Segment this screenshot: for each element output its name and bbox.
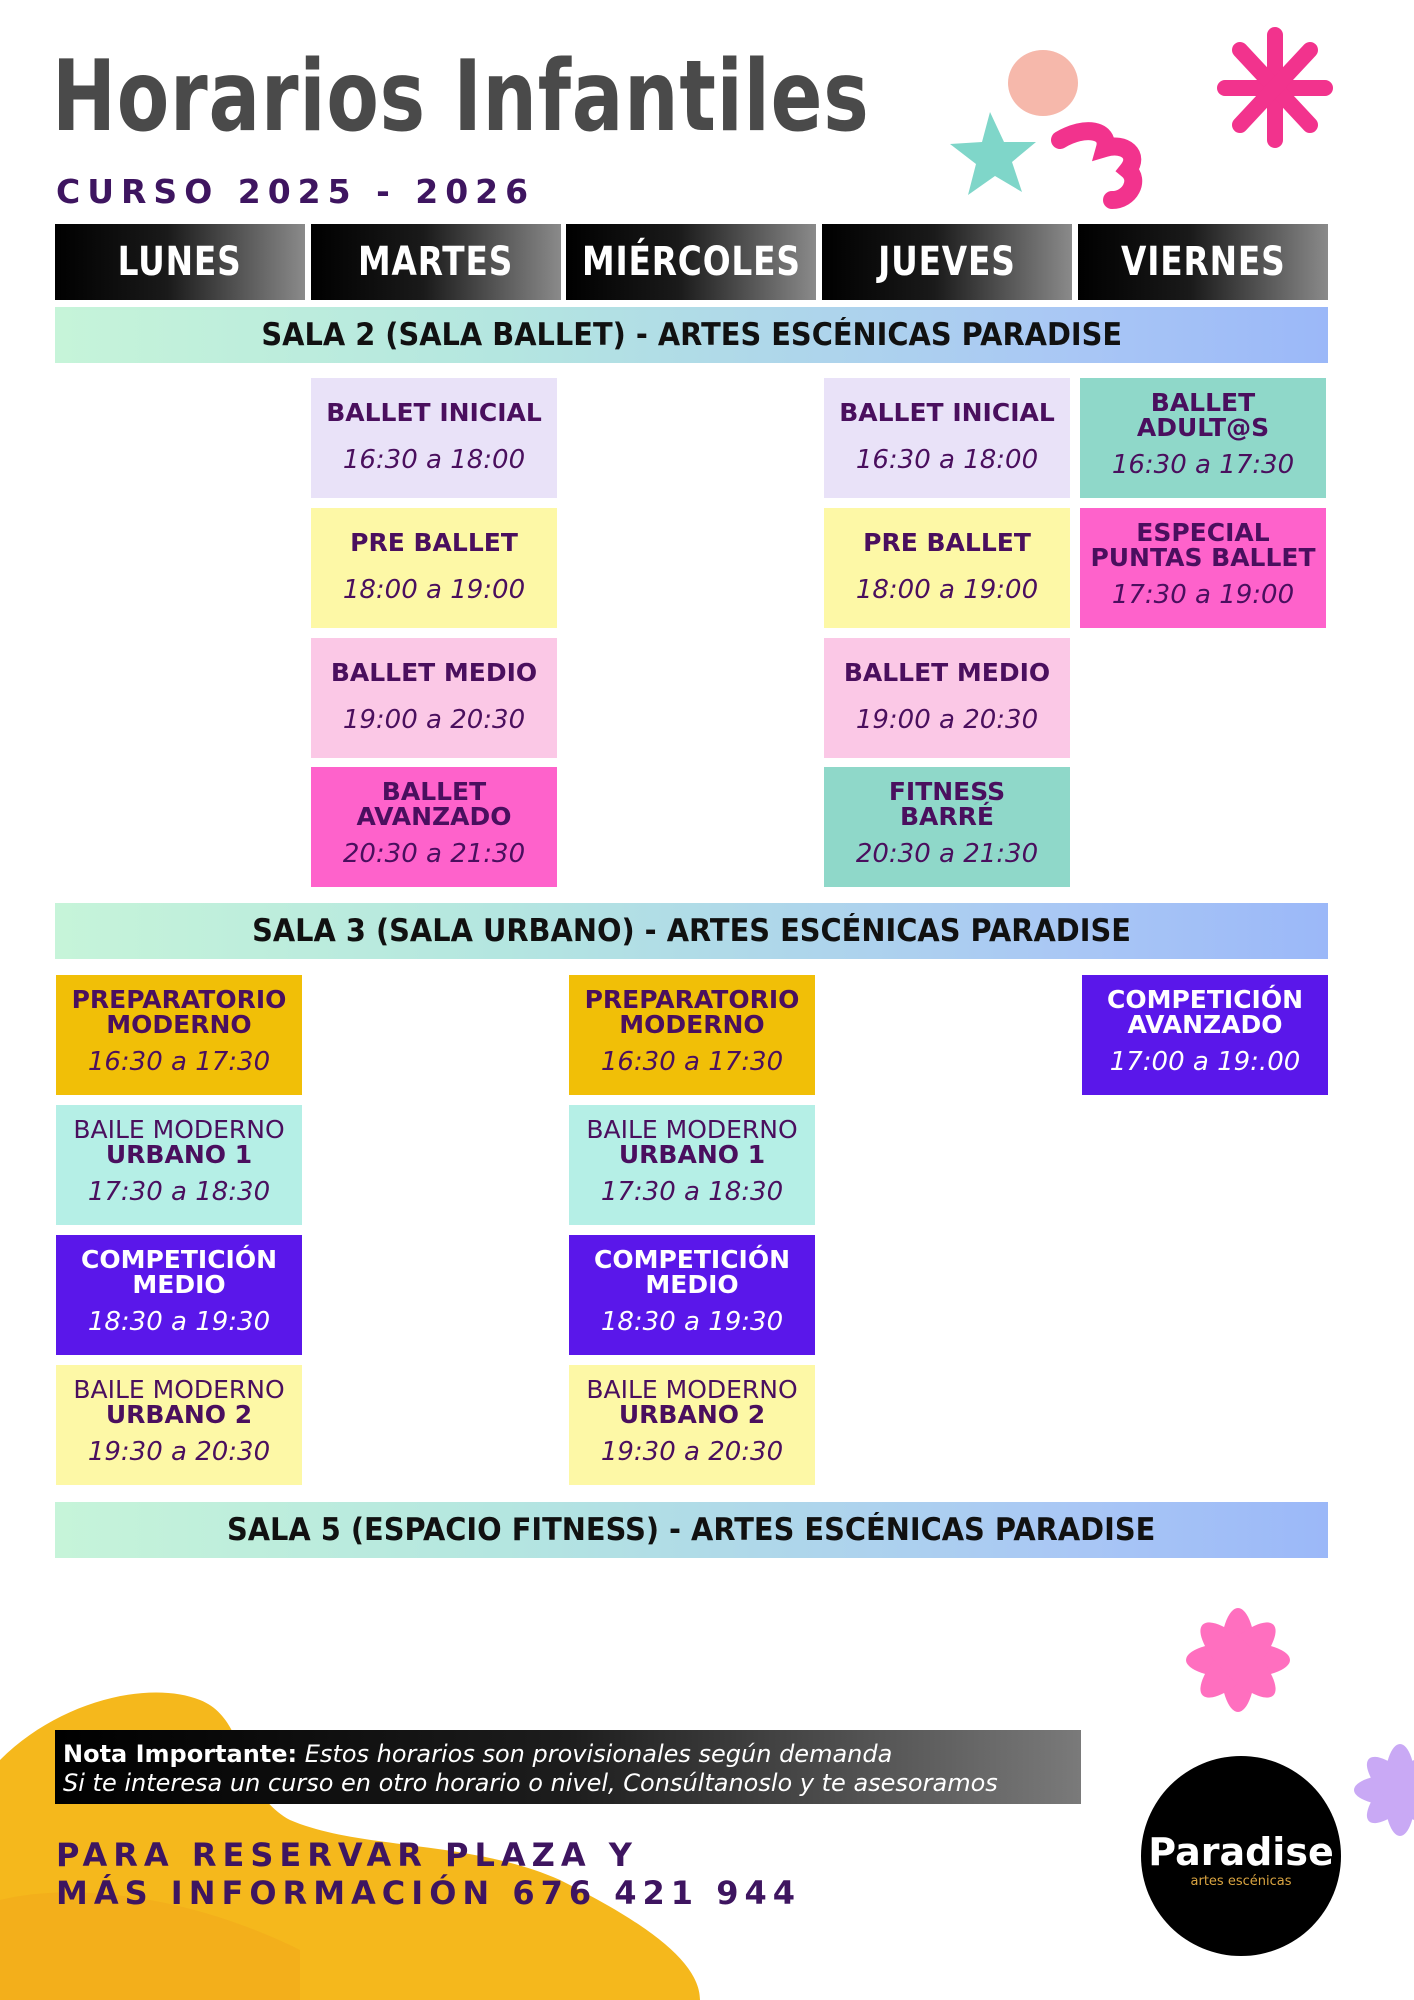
booking-phone-line: MÁS INFORMACIÓN 676 421 944 [56,1874,801,1912]
class-name: COMPETICIÓN MEDIO [80,1245,278,1299]
class-name: BALLET MEDIO [330,658,538,687]
class-card [56,1105,302,1225]
note-line-1 [63,1740,1073,1769]
note-label: Nota Importante: [63,1740,298,1768]
class-card [311,508,557,628]
class-time: 16:30 a 17:30 [1111,450,1295,480]
class-name: FITNESS BARRÉ [888,777,1006,831]
class-card [1080,508,1326,628]
class-style: BAILE MODERNO [73,1115,285,1144]
class-card [311,638,557,758]
section-header-sala-3 [55,903,1328,959]
day-header-lunes [55,224,305,300]
class-name: PRE BALLET [863,528,1031,557]
note-text-2: Si te interesa un curso en otro horario o nivel, Consúltanoslo y te asesoramos [63,1769,998,1797]
class-name: BALLET INICIAL [326,398,542,427]
class-name: BALLET MEDIO [843,658,1051,687]
class-time: 19:30 a 20:30 [87,1437,271,1467]
class-name: URBANO 2 [105,1400,253,1429]
class-card [1082,975,1328,1095]
paradise-logo [1141,1756,1341,1956]
class-time: 17:30 a 18:30 [87,1177,271,1207]
day-label: VIERNES [1120,239,1286,285]
class-time: 18:00 a 19:00 [342,575,526,605]
section-header-sala-2 [55,307,1328,363]
class-style: BAILE MODERNO [586,1375,798,1404]
class-time: 19:00 a 20:30 [342,705,526,735]
note-line-2 [63,1769,1073,1798]
day-header-miercoles [566,224,816,300]
class-name: BALLET ADULT@S [1136,388,1270,442]
class-card [56,1365,302,1485]
class-name: PRE BALLET [350,528,518,557]
class-card [824,638,1070,758]
class-name-block [73,1377,284,1427]
class-name-block [73,1117,284,1167]
class-name: COMPETICIÓN MEDIO [593,1245,791,1299]
class-time: 20:30 a 21:30 [342,839,526,869]
class-style: BAILE MODERNO [586,1115,798,1144]
day-label: LUNES [118,239,242,285]
class-name: ESPECIAL PUNTAS BALLET [1090,518,1316,572]
pink-squiggle-decoration [1060,131,1133,200]
day-label: JUEVES [878,239,1016,285]
class-time: 18:30 a 19:30 [600,1307,784,1337]
class-card [569,1365,815,1485]
class-time: 19:30 a 20:30 [600,1437,784,1467]
section-title: SALA 2 (SALA BALLET) - ARTES ESCÉNICAS PARADISE [261,317,1122,353]
section-header-sala-5 [55,1502,1328,1558]
lilac-flower-decoration [1354,1744,1414,1836]
booking-info [56,1836,801,1912]
logo-brand: Paradise [1148,1829,1334,1874]
day-header-jueves [822,224,1072,300]
day-header-viernes [1078,224,1328,300]
class-card [311,767,557,887]
class-name: COMPETICIÓN AVANZADO [1106,985,1304,1039]
class-name: URBANO 1 [105,1140,253,1169]
course-year-subtitle: CURSO 2025 - 2026 [56,172,536,211]
class-card [824,508,1070,628]
class-name: BALLET INICIAL [839,398,1055,427]
day-header-martes [311,224,561,300]
class-card [569,975,815,1095]
class-name-block [586,1377,797,1427]
class-style: BAILE MODERNO [73,1375,285,1404]
class-name-block [586,1117,797,1167]
class-card [824,767,1070,887]
class-name: URBANO 1 [618,1140,766,1169]
teal-star-decoration [950,112,1036,195]
class-card [569,1105,815,1225]
day-label: MIÉRCOLES [581,239,801,285]
pink-asterisk-decoration [1225,35,1325,140]
class-name: URBANO 2 [618,1400,766,1429]
peach-blob-decoration [1008,50,1078,116]
class-time: 16:30 a 18:00 [855,445,1039,475]
class-time: 17:30 a 19:00 [1111,580,1295,610]
class-time: 16:30 a 17:30 [87,1047,271,1077]
page-title: Horarios Infantiles [52,40,870,154]
day-label: MARTES [358,239,514,285]
class-name: PREPARATORIO MODERNO [71,985,287,1039]
pink-flower-decoration [1186,1608,1290,1712]
class-card [311,378,557,498]
class-time: 16:30 a 17:30 [600,1047,784,1077]
class-time: 18:00 a 19:00 [855,575,1039,605]
class-time: 18:30 a 19:30 [87,1307,271,1337]
class-time: 17:30 a 18:30 [600,1177,784,1207]
class-time: 16:30 a 18:00 [342,445,526,475]
section-title: SALA 5 (ESPACIO FITNESS) - ARTES ESCÉNICAS PARADISE [227,1512,1156,1548]
booking-line-1: PARA RESERVAR PLAZA Y [56,1836,638,1874]
class-time: 20:30 a 21:30 [855,839,1039,869]
class-time: 19:00 a 20:30 [855,705,1039,735]
section-title: SALA 3 (SALA URBANO) - ARTES ESCÉNICAS PARADISE [252,913,1131,949]
class-card [569,1235,815,1355]
logo-tagline: artes escénicas [1190,1873,1292,1889]
class-time: 17:00 a 19:.00 [1109,1047,1301,1077]
note-text: Estos horarios son provisionales según demanda [297,1740,893,1768]
class-name: PREPARATORIO MODERNO [584,985,800,1039]
class-card [824,378,1070,498]
important-note [55,1730,1081,1804]
class-name: BALLET AVANZADO [356,777,512,831]
class-card [1080,378,1326,498]
class-card [56,975,302,1095]
class-card [56,1235,302,1355]
